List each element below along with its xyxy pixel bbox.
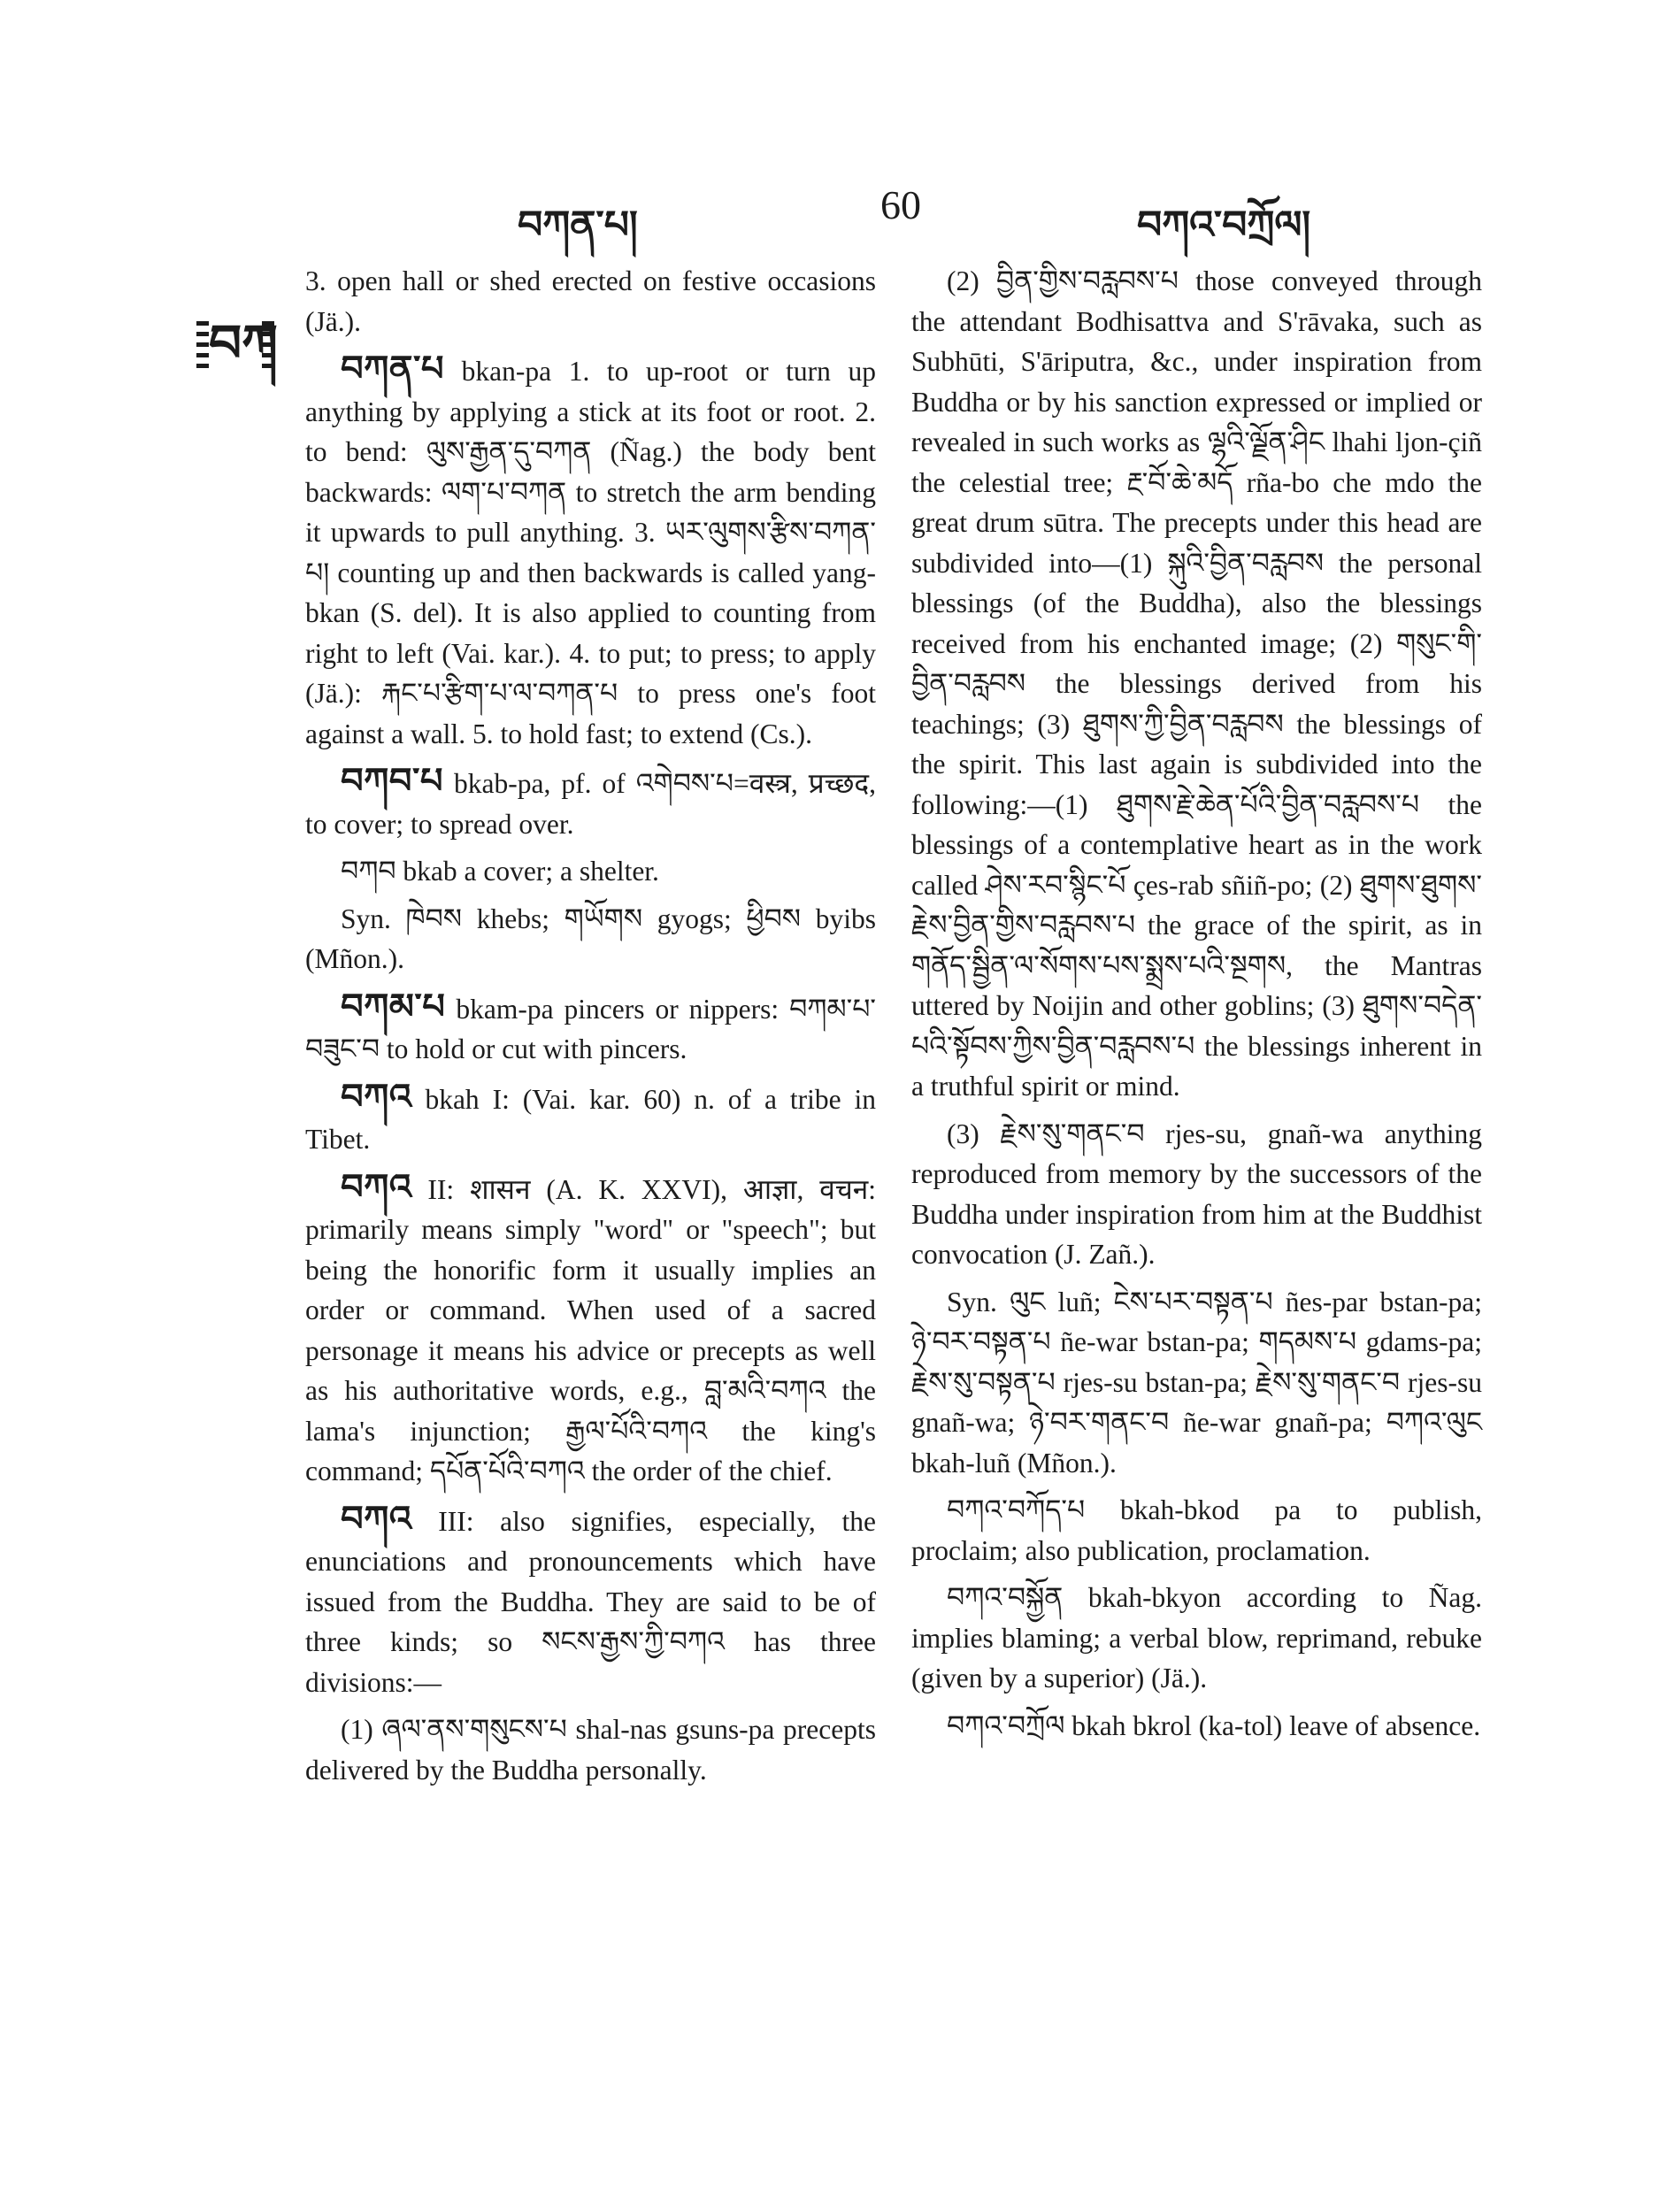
- division-1: (1) ཞལ་ནས་གསུངས་པ shal-nas gsuns-pa precepts delivered by the Buddha personally.: [305, 1714, 876, 1786]
- entry-bkah-bkod-pa: བཀའ་བཀོད་པ bkah-bkod pa to publish, proclaim; also publication, proclamation.: [911, 1494, 1482, 1566]
- headword: བཀའ: [341, 1498, 412, 1539]
- thumb-index-letter: བཀ: [209, 313, 279, 373]
- entry-bkan-pa: [305, 349, 876, 754]
- headword: བཀམ་པ: [341, 986, 446, 1026]
- headword: བཀབ་པ: [341, 761, 443, 801]
- entry-text: bkah I: (Vai. kar. 60) n. of a tribe in Tibet.: [305, 1083, 877, 1155]
- entry-bkah-bkrol: བཀའ་བཀྲོལ bkah bkrol (ka-tol) leave of absence.: [947, 1709, 1481, 1741]
- synonyms-bkah: Syn. ལུང luñ; ངེས་པར་བསྟན་པ ñes-par bstan-pa; ཉེ་བར་བསྟན་པ ñe-war bstan-pa; གདམས་པ gdams-pa; རྗེས་སུ་བསྟན་པ rjes-su bstan-pa; རྗེས་སུ་གནང་བ rjes-su gnañ-wa; ཉེ་བར་གནང་བ ñe-war gnañ-pa; བཀའ་ལུང bkah-luñ (Mñon.).: [911, 1286, 1482, 1479]
- entry-bkah-3: [305, 1499, 876, 1703]
- division-3: (3) རྗེས་སུ་གནང་བ rjes-su, gnañ-wa anything reproduced from memory by the successors of the Buddha under inspiration from him at the Buddhist convocation (J. Zañ.).: [911, 1118, 1482, 1270]
- thumb-index-marker: [196, 313, 279, 373]
- header-right-headword: བཀའ་བཀྲོལ།: [1137, 203, 1311, 248]
- entry-bkah-2: [305, 1167, 876, 1492]
- entry-bkah-bkyon: བཀའ་བསྐྱོན bkah-bkyon according to Ñag. implies blaming; a verbal blow, reprimand, rebuke (given by a superior) (Jä.).: [911, 1582, 1482, 1694]
- division-2: (2) བྱིན་གྱིས་བརླབས་པ those conveyed through the attendant Bodhisattva and S'rāvaka, such as Subhūti, S'āriputra, &c., under inspiration from Buddha or by his sanction expressed or implied or revealed in such works as ལྷའི་ལྗོན་ཤིང lhahi ljon-çiñ the celestial tree; རྔ་བོ་ཆེ་མདོ rña-bo che mdo the great drum sūtra. The precepts under this head are subdivided into—(1) སྐུའི་བྱིན་བརླབས the personal blessings (of the Buddha), also the blessings received from his enchanted image; (2) གསུང་གི་བྱིན་བརླབས the blessings derived from his teachings; (3) ཐུགས་ཀྱི་བྱིན་བརླབས the blessings of the spirit. This last again is subdivided into the following:—(1) ཐུགས་རྗེ་ཆེན་པོའི་བྱིན་བརླབས་པ the blessings of a contemplative heart as in the work called ཤེས་རབ་སྙིང་པོ çes-rab sñiñ-po; (2) ཐུགས་ཐུགས་རྗེས་བྱིན་གྱིས་བརླབས་པ the grace of the spirit, as in གནོད་སྦྱིན་ལ་སོགས་པས་སྨྲས་པའི་སྔགས, the Mantras uttered by Noijin and other goblins; (3) ཐུགས་བདེན་པའི་སྟོབས་ཀྱིས་བྱིན་བརླབས་པ the blessings inherent in a truthful spirit or mind.: [911, 265, 1482, 1102]
- entry-text: bkab-pa, pf. of འགེབས་པ=वस्त्र, प्रच्छद, to cover; to spread over.: [305, 768, 876, 840]
- left-column: [305, 261, 876, 1797]
- synonyms-bkab: Syn. ཁེབས khebs; གཡོགས gyogs; ཕྱིབས byibs (Mñon.).: [305, 902, 876, 974]
- entry-continuation: 3. open hall or shed erected on festive occasions (Jä.).: [305, 265, 876, 337]
- headword: བཀའ: [341, 1166, 412, 1207]
- entry-text: II: शासन (A. K. XXVI), आज्ञा, वचन: primarily means simply "word" or "speech"; but being the honorific form it usually implies an order or command. When used of a sacred personage it means his advice or precepts as well as his authoritative words, e.g., བླ་མའི་བཀའ the lama's injunction; རྒྱལ་པོའི་བཀའ the king's command; དཔོན་པོའི་བཀའ the order of the chief.: [305, 1173, 877, 1486]
- page-header: [0, 181, 1659, 248]
- headword: བཀའ: [341, 1076, 412, 1117]
- entry-bkab-pa: [305, 761, 876, 844]
- entry-bkam-pa: [305, 987, 876, 1070]
- subentry-bkab: བཀབ bkab a cover; a shelter.: [341, 856, 659, 887]
- entry-text: bkan-pa 1. to up-root or turn up anything by applying a stick at its foot or root. 2. to bend: ལུས་རྒྱན་དུ་བཀན (Ñag.) the body bent backwards: ལག་པ་བཀན to stretch the arm bending it upwards to pull anything. 3. ཡར་ལུགས་རྩིས་བཀན་པ། counting up and then backwards is called yang-bkan (S. del). It is also applied to counting from right to left (Vai. kar.). 4. to put; to press; to apply (Jä.): རྐང་པ་རྩིག་པ་ལ་བཀན་པ to press one's foot against a wall. 5. to hold fast; to extend (Cs.).: [305, 356, 877, 749]
- entry-text: bkam-pa pincers or nippers: བཀམ་པ་བཟུང་བ to hold or cut with pincers.: [305, 993, 877, 1064]
- page-number: 60: [880, 182, 921, 227]
- header-left-headword: བཀན་པ།: [518, 203, 638, 248]
- right-column: [911, 261, 1482, 1753]
- entry-bkah-1: [305, 1077, 876, 1160]
- entry-text: III: also signifies, especially, the enunciations and pronouncements which have issued from the Buddha. They are said to be of three kinds; so སངས་རྒྱས་ཀྱི་བཀའ has three divisions:—: [305, 1505, 876, 1698]
- headword: བཀན་པ: [341, 349, 445, 388]
